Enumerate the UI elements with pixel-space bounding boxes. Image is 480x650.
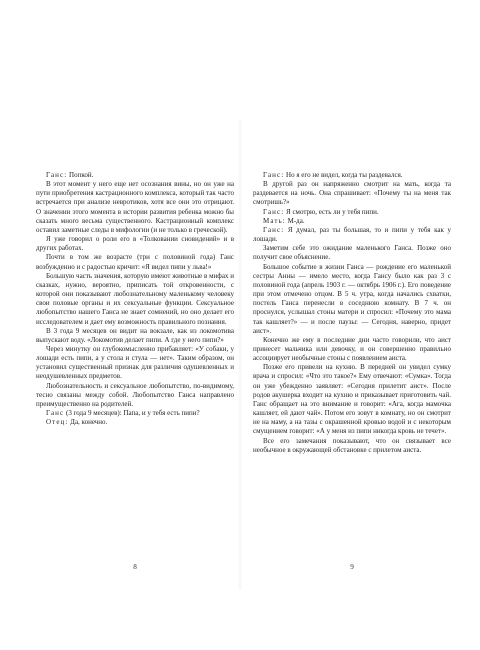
left-page-text xyxy=(36,171,234,427)
paragraph xyxy=(253,180,451,207)
paragraph xyxy=(253,226,451,244)
paragraph xyxy=(36,272,234,327)
paragraph-text: Все его замечания показывают, что он связывает все необычное в окружающей обстановке с прилетом аиста. xyxy=(253,436,451,454)
paragraph-text: Я смотрю, есть ли у тебя пипи. xyxy=(284,207,379,216)
speaker-label: Мать: xyxy=(263,216,286,225)
book-gutter xyxy=(238,120,242,590)
paragraph xyxy=(253,217,451,226)
paragraph xyxy=(253,171,451,180)
paragraph xyxy=(36,180,234,235)
paragraph-text: М-да. xyxy=(285,216,305,225)
right-page-number: 9 xyxy=(350,563,354,571)
paragraph xyxy=(36,418,234,427)
paragraph-text: В 3 года 9 месяцев он видит на вокзале, как из локомотива выпускают воду. «Локомотив делает пипи. А где у него пипи?» xyxy=(36,326,234,344)
right-page-text xyxy=(253,171,451,455)
paragraph-text: В другой раз он напряженно смотрит на мать, когда та раздевается на ночь. Она спрашивает: «Почему ты на меня так смотришь?» xyxy=(253,180,451,207)
paragraph-text: Почти в том же возрасте (три с половиной года) Ганс возбужденно и с радостью кричит: «Я видел пипи у льва!» xyxy=(36,253,234,271)
paragraph-text: Большое событие в жизни Ганса — рождение его маленькой сестры Анны — имело место, когда Гансу было как раз 3 с половиной года (апрель 1903 г. — октябрь 1906 г.). Его поведение при этом отмечено отцом. В 5 ч. утра, когда начались схватки, постель Ганса перенесли в соседнюю комнату. В 7 ч. он проснулся, услышал стоны матери и спросил: «Почему это мама так кашляет?» — и после паузы: — Сегодня, наверно, придет аист». xyxy=(253,262,451,335)
paragraph xyxy=(253,363,451,436)
paragraph xyxy=(36,409,234,418)
paragraph xyxy=(253,336,451,363)
paragraph xyxy=(253,263,451,336)
speaker-label: Ганс: xyxy=(263,225,285,234)
speaker-label: Ганс: xyxy=(263,207,285,216)
paragraph xyxy=(36,253,234,271)
paragraph xyxy=(36,171,234,180)
paragraph xyxy=(253,208,451,217)
paragraph xyxy=(36,382,234,409)
paragraph-text: Попкой. xyxy=(67,171,94,179)
paragraph-text: Конечно же ему в последние дни часто говорили, что аист принесет мальчика или девочку, и он совершенно правильно ассоциирует необычные стоны с появлением аиста. xyxy=(253,335,451,363)
paragraph xyxy=(36,345,234,382)
paragraph-text: Но я его не видел, когда ты раздевался. xyxy=(284,171,403,179)
paragraph-text: Позже его привели на кухню. В передней он увидел сумку врача и спросил: «Что это такое?» Ему отвечают: «Сумка». Тогда он уже убежденно заявляет: «Сегодня прилетит аист». После родов акушерка входит на кухню и приказывает приготовить чай. Ганс обращает на это внимание и говорит: «Ага, когда мамочка кашляет, ей дают чай». Потом его зовут в комнату, но он смотрит не на маму, а на тазы с окрашенной кровью водой и с некоторым смущением говорит: «А у меня из пипи никогда кровь не течет». xyxy=(253,363,451,436)
speaker-label: Отец: xyxy=(46,418,69,427)
paragraph xyxy=(36,327,234,345)
paragraph xyxy=(36,235,234,253)
speaker-label: Ганс: xyxy=(46,171,68,179)
paragraph-text: Через минутку он глубокомысленно прибавляет: «У собаки, у лошади есть пипи, а у стола и стула — нет». Таким образом, он установил существенный признак для различия одушевленных и неодушевленных предметов. xyxy=(36,344,234,381)
left-page-number: 8 xyxy=(133,563,137,571)
paragraph-text: Заметим себе это ожидание маленького Ганса. Позже оно получит свое объяснение. xyxy=(253,244,451,262)
paragraph xyxy=(253,244,451,262)
paragraph-text: Да, конечно. xyxy=(68,418,108,427)
paragraph xyxy=(253,437,451,455)
paragraph-text: Я думал, раз ты большая, то и пипи у тебя как у лошади. xyxy=(253,225,451,244)
paragraph-text: В этот момент у него еще нет осознания вины, но он уже на пути приобретения кастрационного комплекса, который так часто встречается при анализе невротиков, хотя все они это отрицают. О значении этого момента в истории развития ребенка можно бы сказать много весьма существенного. Кастрационный комплекс оставил заметные следы в мифологии (и не только в греческой). xyxy=(36,180,234,234)
speaker-label: Ганс: xyxy=(263,171,285,179)
paragraph-text: (3 года 9 месяцев): Папа, и у тебя есть пипи? xyxy=(64,409,200,418)
speaker-label: Ганс xyxy=(46,409,65,418)
paragraph-text: Большую часть значения, которую имеют животные в мифах и сказках, нужно, вероятно, приписать той откровенности, с которой они показывают любознательному маленькому человеку свои половые органы и их сексуальные функции. Сексуальное любопытство нашего Ганса не знает сомнений, но оно делает его исследователем и дает ему возможность правильного познания. xyxy=(36,271,234,326)
paragraph-text: Любознательность и сексуальное любопытство, по-видимому, тесно связаны между собой. Любопытство Ганса направлено преимущественно на родителей. xyxy=(36,381,234,408)
paragraph-text: Я уже говорил о роли его в «Толковании сновидений» и в других работах. xyxy=(36,235,234,253)
